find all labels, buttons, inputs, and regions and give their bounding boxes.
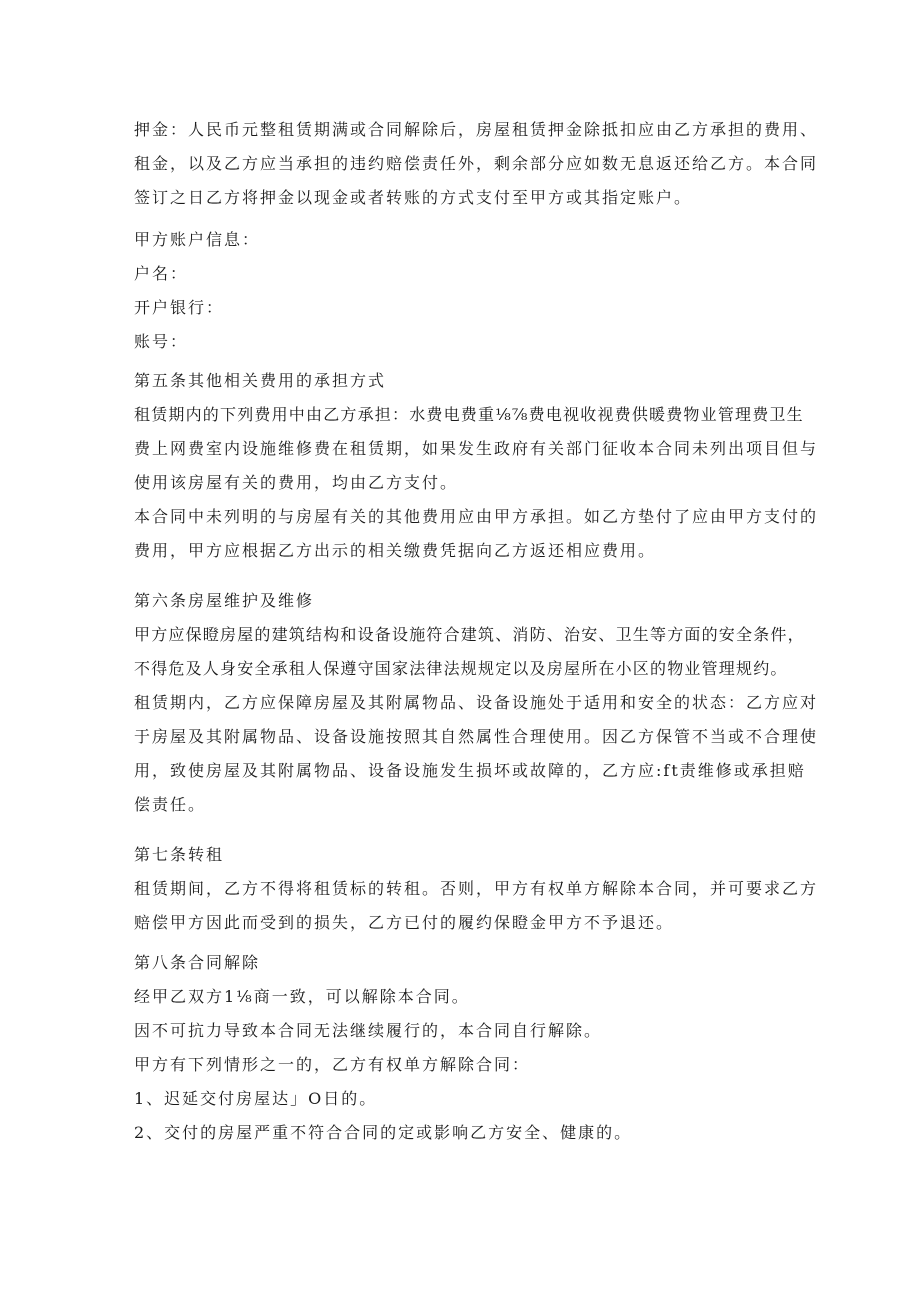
text-line: 使用该房屋有关的费用，均由乙方支付。 — [134, 473, 459, 492]
list-item: 1、迟延交付房屋达」O日的。 — [134, 1089, 378, 1108]
text-line: 押金：人民币元整租赁期满或合同解除后，房屋租赁押金除抵扣应由乙方承担的费用、 — [134, 120, 819, 139]
list-item: 2、交付的房屋严重不符合合同的定或影响乙方安全、健康的。 — [134, 1123, 633, 1142]
text-line: 因不可抗力导致本合同无法继续履行的，本合同自行解除。 — [134, 1021, 603, 1040]
article-5-title: 第五条其他相关费用的承担方式 — [134, 371, 387, 390]
article-5 — [134, 364, 819, 568]
text-line: 租金，以及乙方应当承担的违约赔偿责任外，剩余部分应如数无息返还给乙方。本合同 — [134, 154, 819, 173]
text-line: 甲方应保瞪房屋的建筑结构和设备设施符合建筑、消防、治安、卫生等方面的安全条件， — [134, 625, 805, 644]
text-line: 于房屋及其附属物品、设备设施按照其自然属性合理使用。因乙方保管不当或不合理使 — [134, 727, 819, 746]
article-7 — [134, 838, 819, 940]
account-info — [134, 223, 794, 359]
text-line: 签订之日乙方将押金以现金或者转账的方式支付至甲方或其指定账户。 — [134, 188, 693, 207]
text-line: 租赁期内的下列费用中由乙方承担：水费电费重⅛⅞费电视收视费供暖费物业管理费卫生 — [134, 405, 804, 424]
text-line: 经甲乙双方1⅛商一致，可以解除本合同。 — [134, 987, 470, 1006]
text-line: 租赁期间，乙方不得将租赁标的转租。否则，甲方有权单方解除本合同，并可要求乙方 — [134, 879, 819, 898]
account-name-label: 户名： — [134, 264, 189, 283]
account-number-label: 账号： — [134, 332, 189, 351]
text-line: 费上网费室内设施维修费在租赁期，如果发生政府有关部门征收本合同未列出项目但与 — [134, 439, 819, 458]
bank-label: 开户银行： — [134, 298, 225, 317]
account-heading: 甲方账户信息： — [134, 230, 261, 249]
article-6 — [134, 584, 819, 822]
text-line: 不得危及人身安全承租人保遵守国家法律法规规定以及房屋所在小区的物业管理规约。 — [134, 659, 788, 678]
text-line: 用，致使房屋及其附属物品、设备设施发生损坏或故障的，乙方应:ft责维修或承担赔 — [134, 761, 806, 780]
text-line: 赔偿甲方因此而受到的损失，乙方已付的履约保瞪金甲方不予退还。 — [134, 913, 675, 932]
article-8 — [134, 946, 794, 1150]
text-line: 费用，甲方应根据乙方出示的相关缴费凭据向乙方返还相应费用。 — [134, 541, 657, 560]
text-line: 本合同中未列明的与房屋有关的其他费用应由甲方承担。如乙方垫付了应由甲方支付的 — [134, 507, 819, 526]
deposit-paragraph — [134, 113, 819, 215]
article-8-title: 第八条合同解除 — [134, 953, 261, 972]
text-line: 租赁期内，乙方应保障房屋及其附属物品、设备设施处于适用和安全的状态：乙方应对 — [134, 693, 819, 712]
text-line: 偿责任。 — [134, 795, 207, 814]
text-line: 甲方有下列情形之一的，乙方有权单方解除合同： — [134, 1055, 531, 1074]
article-7-title: 第七条转租 — [134, 845, 225, 864]
article-6-title: 第六条房屋维护及维修 — [134, 591, 315, 610]
